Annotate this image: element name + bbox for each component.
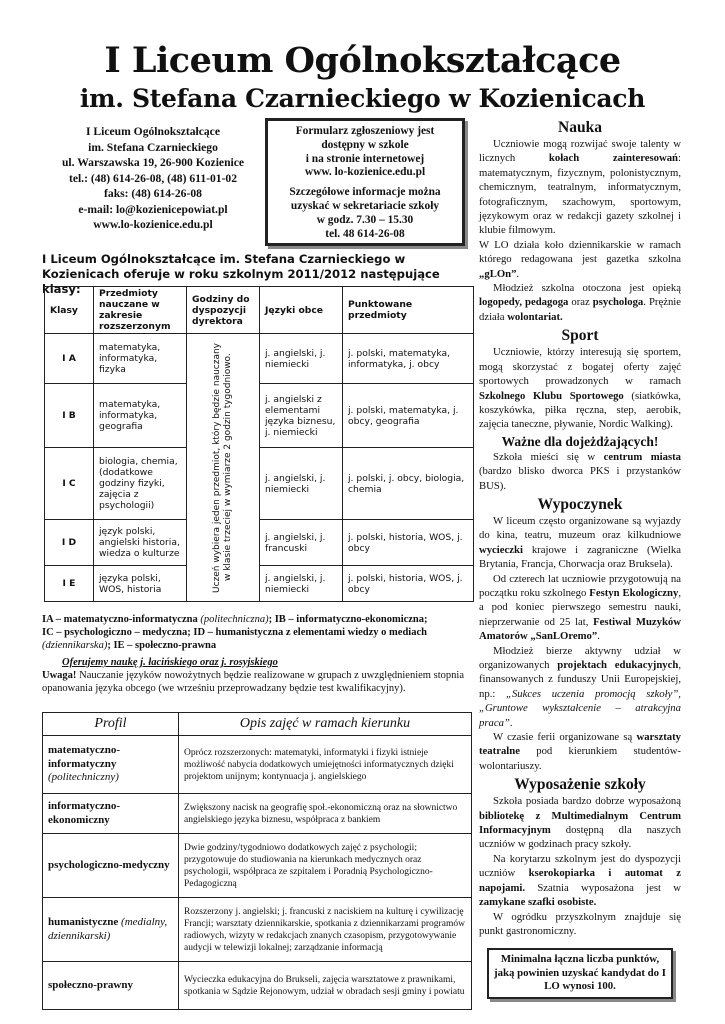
profile-desc: Oprócz rozszerzonych: matematyki, informatyki i fizyki istnieje możliwość nabycia dodatkowych umiejętności informatycznych dzięki projektom unijnym; kontynuacja j. angielskiego <box>179 736 472 794</box>
header-opis: Opis zajęć w ramach kierunku <box>179 713 472 736</box>
header-klasa: Klasy <box>45 287 94 334</box>
legend-ib: ; IB – informatyczno-ekonomiczna; <box>268 614 428 625</box>
contact-school-name: I Liceum Ogólnokształcące <box>86 125 220 138</box>
legend-ie: ; IE – społeczno-prawna <box>107 640 217 651</box>
section-title-commuters: Ważne dla dojeżdżających! <box>501 433 659 449</box>
offer-heading: I Liceum Ogólnokształcące im. Stefana Czarnieckiego w Kozienicach oferuje w roku szkolnym 2011/2012 następujące klasy: <box>42 252 440 296</box>
note-text: Nauczanie języków nowożytnych będzie realizowane w grupach z uwzględnieniem stopnia opanowania języka obcego (we wrześniu przeprowadzany będzie test kwalifikacyjny). <box>42 670 464 695</box>
info-hours: w godz. 7.30 – 15.30 <box>316 213 414 226</box>
table-row <box>43 736 472 794</box>
class-subjects: język polski, angielski historia, wiedza o kulturze <box>94 520 187 566</box>
class-name: I C <box>45 448 94 520</box>
profile-desc: Wycieczka edukacyjna do Brukseli, zajęcia warsztatowe z prawnikami, spotkania w Sądzie Rejonowym, udział w obradach sesji gminy i powiatu <box>179 962 472 1010</box>
profile-name <box>43 794 179 834</box>
wyposazenie-paragraph-2: Na korytarzu szkolnym jest do dyspozycji uczniów kserokopiarka i automat z napojami. Szatnia wyposażona jest w zamykane szafki osobiste. <box>479 852 681 909</box>
class-scored: j. polski, historia, WOS, j. obcy <box>343 566 474 602</box>
table-row <box>43 898 472 962</box>
form-line: Formularz zgłoszeniowy jest <box>295 125 435 137</box>
class-languages: j. angielski, j. niemiecki <box>260 448 343 520</box>
info-phone: tel. 48 614-26-08 <box>325 227 405 240</box>
right-column <box>479 116 681 999</box>
contact-block <box>42 124 264 233</box>
minimum-points-box: Minimalna łączna liczba punktów, jaką powinien uzyskać kandydat do I LO wynosi 100. <box>487 948 673 999</box>
class-languages: j. angielski z elementami języka biznesu, j. niemiecki <box>260 384 343 448</box>
class-scored: j. polski, matematyka, informatyka, j. obcy <box>343 334 474 384</box>
form-website[interactable]: www. lo-kozienice.edu.pl <box>304 166 426 179</box>
class-name: I A <box>45 334 94 384</box>
nauka-paragraph-3: Młodzież szkolna otoczona jest opieką logopedy, pedagoga oraz psychologa. Prężnie działa wolontariat. <box>479 282 681 323</box>
vertical-note: Uczeń wybiera jeden przedmiot, który będzie nauczany w klasie trzeciej w wymiarze 2 godzin tygodniowo. <box>212 342 233 593</box>
legend-ia-paren: (politechniczna) <box>200 614 269 625</box>
class-table-header <box>45 287 474 334</box>
table-row <box>45 384 474 448</box>
profile-title: matematyczno-informatyczny <box>48 744 121 770</box>
profile-desc: Rozszerzony j. angielski; j. francuski z naciskiem na kulturę i cywilizację Francji; warsztaty dziennikarskie, spotkania z dziennikarzami programów radiowych, wizyty w redakcjach znanych czasopism, przygotowywanie audycji w telewizji lokalnej; zarządzanie informacją <box>179 898 472 962</box>
profile-title: społeczno-prawny <box>48 978 133 991</box>
table-row <box>43 834 472 898</box>
profile-name <box>43 898 179 962</box>
class-languages: j. angielski, j. niemiecki <box>260 566 343 602</box>
form-line: dostępny w szkole <box>321 138 409 151</box>
section-title-wyposazenie: Wyposażenie szkoły <box>514 776 646 794</box>
contact-website[interactable]: www.lo-kozienice.edu.pl <box>93 218 213 231</box>
header-punktowane: Punktowane przedmioty <box>343 287 474 334</box>
section-title-nauka: Nauka <box>558 119 602 136</box>
form-line: i na stronie internetowej <box>305 152 425 165</box>
profile-table <box>42 712 472 1010</box>
section-title-wypoczynek: Wypoczynek <box>537 495 623 513</box>
profile-name <box>43 736 179 794</box>
profile-name <box>43 962 179 1010</box>
legend-id-paren: (dziennikarska) <box>42 640 108 651</box>
page-title: I Liceum Ogólnokształcące <box>104 40 621 81</box>
class-languages: j. angielski, j. francuski <box>260 520 343 566</box>
contact-email[interactable]: e-mail: lo@kozienicepowiat.pl <box>78 202 228 216</box>
class-table <box>44 286 474 602</box>
table-row <box>45 448 474 520</box>
profile-title: psychologiczno-medyczny <box>48 858 170 871</box>
class-languages: j. angielski, j. niemiecki <box>260 334 343 384</box>
profile-name <box>43 834 179 898</box>
profile-desc: Dwie godziny/tygodniowo dodatkowych zajęć z psychologii; przygotowuje do studiowania na kierunkach medycznych oraz psychologii, współpraca ze szpitalem i Poradnią Psychologiczno-Pedagogiczną <box>179 834 472 898</box>
class-name: I E <box>45 566 94 602</box>
wypoczynek-paragraph-3: Młodzież bierze aktywny udział w organizowanych projektach edukacyjnych, finansowanych z funduszy Unii Europejskiej, np.: „Sukces uczenia promocją szkoły”, „Gruntowe wykształcenie – atrakcyjna praca”. <box>479 644 682 729</box>
class-name: I D <box>45 520 94 566</box>
table-row <box>45 334 474 384</box>
contact-address: ul. Warszawska 19, 26-900 Kozienice <box>61 156 245 169</box>
header-godziny: Godziny do dyspozycji dyrektora <box>187 287 260 334</box>
profile-title: informatyczno-ekonomiczny <box>48 800 121 826</box>
class-scored: j. polski, historia, WOS, j. obcy <box>343 520 474 566</box>
table-row <box>45 520 474 566</box>
director-hours-cell <box>187 334 260 602</box>
languages-offer: Oferujemy naukę j. łacińskiego oraz j. rosyjskiego <box>62 657 278 668</box>
table-row <box>45 566 474 602</box>
profile-paren: (medialny, dziennikarski) <box>48 916 168 942</box>
class-subjects: matematyka, informatyka, fizyka <box>94 334 187 384</box>
sport-paragraph: Uczniowie, którzy interesują się sportem, mogą skorzystać z bogatej oferty zajęć sportowych prowadzonych w ramach Szkolnego Klubu Sportowego (siatkówka, koszykówka, piłka ręczna, step, aerobik, zajęcia taneczne, pływanie, Nordic Walking). <box>479 346 681 431</box>
class-subjects: biologia, chemia, (dodatkowe godziny fizyki, zajęcia z psychologii) <box>94 448 187 520</box>
class-subjects: matematyka, informatyka, geografia <box>94 384 187 448</box>
commuters-paragraph: Szkoła mieści się w centrum miasta (bardzo blisko dworca PKS i przystanków BUS). <box>479 450 682 492</box>
nauka-paragraph-1: Uczniowie mogą rozwijać swoje talenty w licznych kołach zainteresowań: matematycznym, fizycznym, polonistycznym, chemicznym, teatralnym, informatycznym, fotograficznym, szachowym, sportowym, językowym oraz w redakcji gazety szkolnej i klubie filmowym. <box>479 138 681 237</box>
wypoczynek-paragraph-4: W czasie ferii organizowane są warsztaty teatralne pod kierunkiem studentów-wolontariuszy. <box>479 731 681 772</box>
class-subjects: języka polski, WOS, historia <box>94 566 187 602</box>
wypoczynek-paragraph-1: W liceum często organizowane są wyjazdy do kina, teatru, muzeum oraz kilkudniowe wycieczki krajowe i zagraniczne (Wielka Brytania, Francja, Chorwacja oraz Bruksela). <box>479 514 681 571</box>
profile-desc: Zwiększony nacisk na geografię społ.-ekonomiczną oraz na słownictwo angielskiego języka biznesu, współpraca z bankiem <box>179 794 472 834</box>
header-jezyki: Języki obce <box>260 287 343 334</box>
page-subtitle: im. Stefana Czarnieckiego w Kozienicach <box>79 84 646 113</box>
table-row <box>43 962 472 1010</box>
profile-table-header <box>43 713 472 736</box>
table-row <box>43 794 472 834</box>
legend-ic: IC – psychologiczno – medyczna; ID – humanistyczna z elementami wiedzy o mediach <box>42 627 427 638</box>
header-profil: Profil <box>43 713 179 736</box>
note-paragraph <box>42 669 464 695</box>
info-line: Szczegółowe informacje można <box>289 186 441 199</box>
nauka-paragraph-2: W LO działa koło dziennikarskie w ramach którego redagowana jest gazetka szkolna „gLOn”. <box>479 238 681 280</box>
wyposazenie-paragraph-3: W ogródku przyszkolnym znajduje się punkt gastronomiczny. <box>479 910 681 937</box>
class-scored: j. polski, j. obcy, biologia, chemia <box>343 448 474 520</box>
wyposazenie-paragraph-1: Szkoła posiada bardzo dobrze wyposażoną bibliotekę z Multimedialnym Centrum Informacyjnym dostępną dla naszych uczniów w godzinach pracy szkoły. <box>479 795 681 851</box>
info-line: uzyskać w sekretariacie szkoły <box>290 199 440 212</box>
section-title-sport: Sport <box>561 327 599 345</box>
profile-paren: (politechniczny) <box>48 771 119 784</box>
profile-title: humanistyczne <box>48 916 119 928</box>
contact-phone: tel.: (48) 614-26-08, (48) 611-01-02 <box>68 171 238 185</box>
contact-fax: faks: (48) 614-26-08 <box>104 187 202 200</box>
class-legend <box>42 613 472 652</box>
registration-info-box <box>265 118 465 246</box>
wypoczynek-paragraph-2: Od czterech lat uczniowie przygotowują na początku roku szkolnego Festyn Ekologiczny, a pod koniec pierwszego semestru nauki, nieprzerwanie od 25 lat, Festiwal Muzyków Amatorów „SanLOremo”. <box>479 572 681 643</box>
contact-patron: im. Stefana Czarnieckiego <box>88 140 218 154</box>
class-scored: j. polski, matematyka, j. obcy, geografia <box>343 384 474 448</box>
class-name: I B <box>45 384 94 448</box>
legend-ia: IA – matematyczno-informatyczna <box>42 614 198 625</box>
header-przedmioty: Przedmioty nauczane w zakresie rozszerzonym <box>94 287 187 334</box>
note-label: Uwaga! <box>42 670 77 681</box>
